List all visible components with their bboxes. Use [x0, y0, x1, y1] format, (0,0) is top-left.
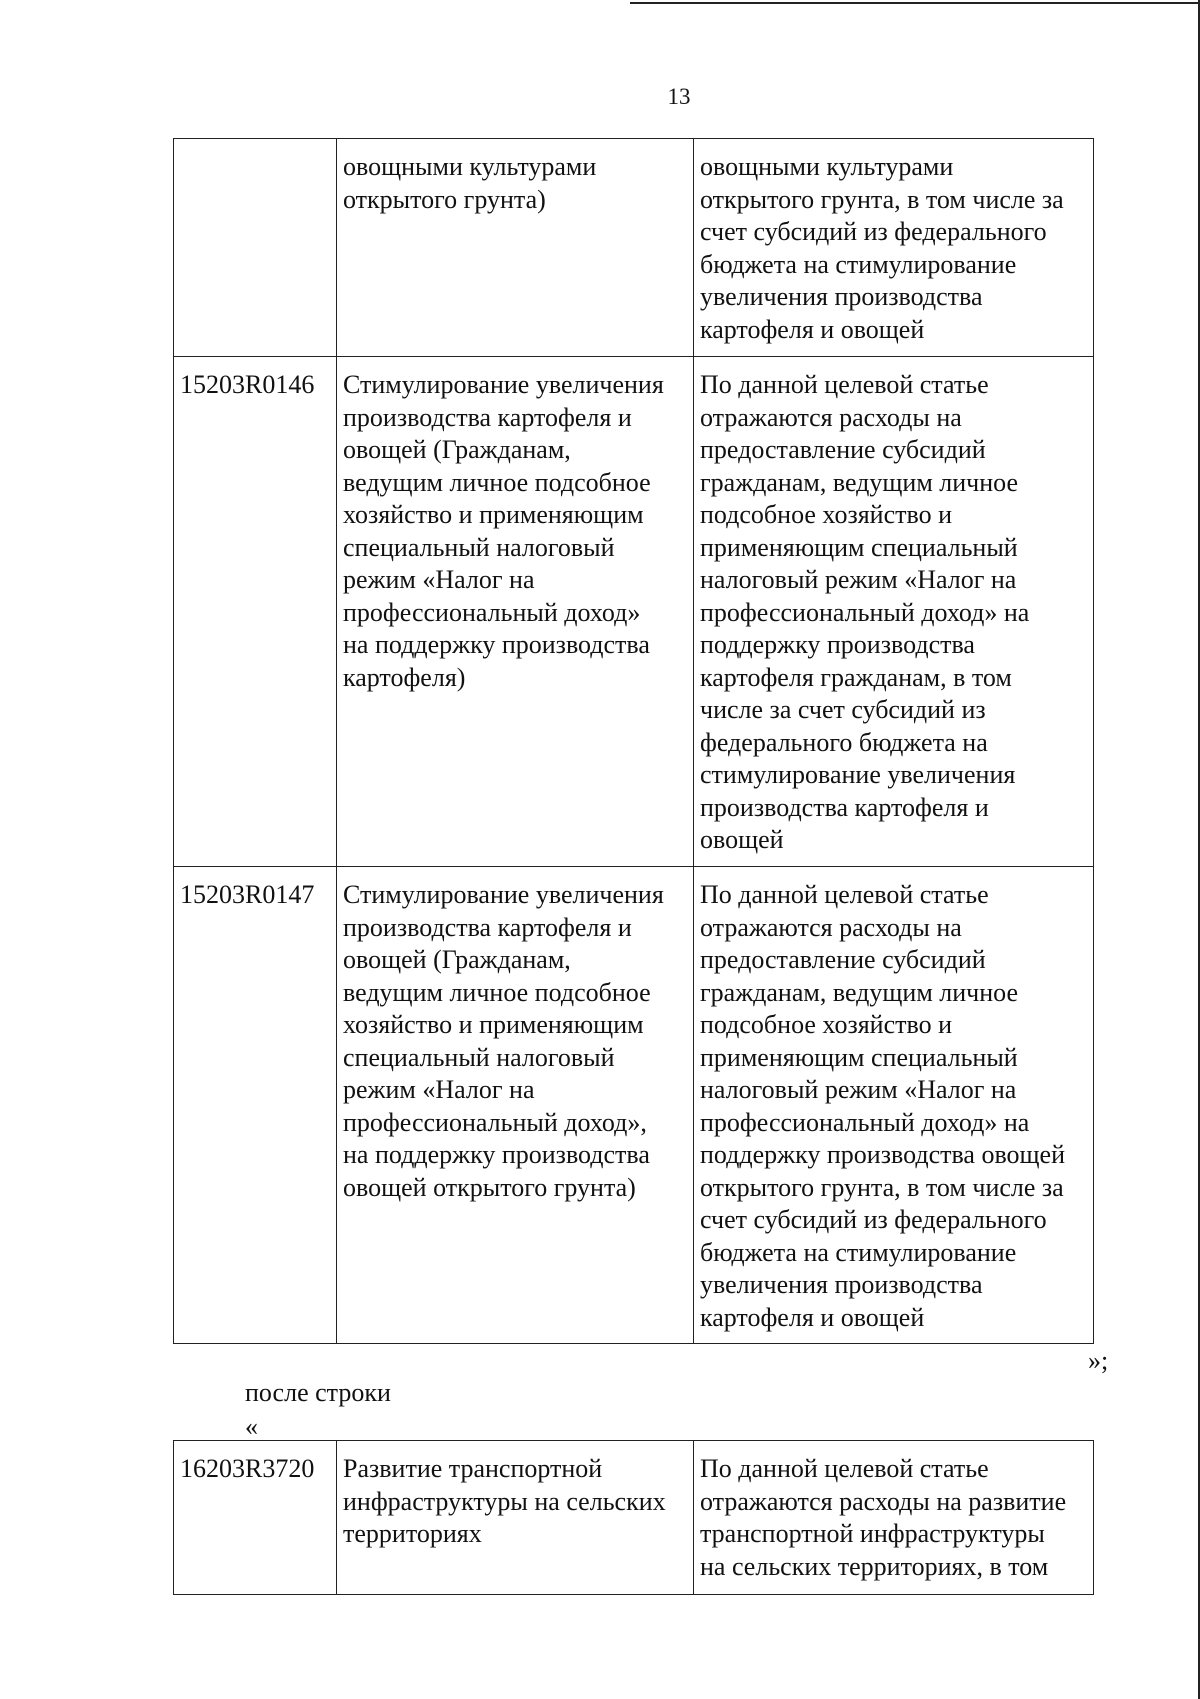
cell-text-line: профессиональный доход», [343, 1107, 647, 1137]
table-row [174, 357, 1094, 867]
cell-text-line: открытого грунта, в том числе за [700, 1172, 1064, 1202]
cell-text-line: отражаются расходы на [700, 912, 962, 942]
cell-text-line: Стимулирование увеличения [343, 370, 664, 399]
cell-text-line: подсобное хозяйство и [700, 1010, 953, 1039]
cell-text-line: гражданам, ведущим личное [700, 467, 1019, 497]
budget-items-table [173, 138, 1094, 1344]
code-cell [174, 867, 337, 1344]
open-quote: « [245, 1412, 258, 1441]
table-row [174, 1441, 1094, 1595]
name-cell [337, 139, 694, 357]
cell-text-line: территориях [343, 1519, 482, 1548]
cell-text-line: увеличения производства [700, 282, 983, 311]
cell-text-line: профессиональный доход» [343, 597, 641, 627]
cell-text-line: федерального бюджета на [700, 727, 988, 757]
cell-text-line: овощей (Гражданам, [343, 435, 571, 464]
cell-text-line: применяющим специальный [700, 532, 1018, 562]
cell-text-line: По данной целевой статье [700, 1454, 989, 1483]
page-number: 13 [667, 84, 691, 109]
cell-text-line: производства картофеля и [700, 792, 989, 822]
cell-text-line: ведущим личное подсобное [343, 467, 651, 497]
name-cell [337, 1441, 694, 1595]
cell-text-line: числе за счет субсидий из [700, 695, 986, 724]
cell-text-line: отражаются расходы на развитие [700, 1486, 1067, 1516]
name-cell [337, 357, 694, 867]
cell-text-line: гражданам, ведущим личное [700, 977, 1019, 1007]
description-cell [694, 139, 1094, 357]
cell-text-line: на поддержку производства [343, 1140, 650, 1169]
description-cell [694, 1441, 1094, 1595]
cell-text-line: хозяйство и применяющим [343, 1010, 644, 1039]
budget-items-table-continued [173, 1440, 1094, 1595]
cell-text-line: профессиональный доход» на [700, 1107, 1030, 1137]
cell-text-line: профессиональный доход» на [700, 597, 1030, 627]
description-cell [694, 867, 1094, 1344]
cell-text-line: овощей [700, 825, 784, 854]
cell-text-line: на сельских территориях, в том [700, 1551, 1049, 1581]
code-cell [174, 1441, 337, 1595]
cell-text-line: инфраструктуры на сельских [343, 1486, 666, 1516]
cell-text-line: овощными культурами [343, 152, 597, 181]
cell-text-line: По данной целевой статье [700, 370, 989, 399]
code-text: 15203R0147 [180, 880, 315, 909]
cell-text-line: поддержку производства овощей [700, 1140, 1066, 1169]
cell-text-line: картофеля) [343, 662, 466, 692]
cell-text-line: налоговый режим «Налог на [700, 565, 1017, 594]
cell-text-line: увеличения производства [700, 1270, 983, 1299]
code-cell [174, 357, 337, 867]
cell-text-line: картофеля и овощей [700, 1302, 925, 1332]
cell-text-line: предоставление субсидий [700, 435, 986, 464]
cell-text-line: бюджета на стимулирование [700, 1237, 1017, 1267]
code-text: 15203R0146 [180, 370, 315, 399]
cell-text-line: хозяйство и применяющим [343, 500, 644, 529]
cell-text-line: овощей открытого грунта) [343, 1172, 636, 1202]
cell-text-line: овощей (Гражданам, [343, 945, 571, 974]
cell-text-line: производства картофеля и [343, 402, 632, 432]
cell-text-line: транспортной инфраструктуры [700, 1519, 1045, 1548]
table-row [174, 867, 1094, 1344]
cell-text-line: режим «Налог на [343, 1075, 535, 1104]
cell-text-line: По данной целевой статье [700, 880, 989, 909]
cell-text-line: стимулирование увеличения [700, 760, 1016, 789]
cell-text-line: специальный налоговый [343, 532, 615, 562]
cell-text-line: бюджета на стимулирование [700, 249, 1017, 279]
name-cell [337, 867, 694, 1344]
code-cell [174, 139, 337, 357]
cell-text-line: налоговый режим «Налог на [700, 1075, 1017, 1104]
cell-text-line: счет субсидий из федерального [700, 217, 1047, 246]
cell-text-line: предоставление субсидий [700, 945, 986, 974]
description-cell [694, 357, 1094, 867]
cell-text-line: овощными культурами [700, 152, 954, 181]
cell-text-line: на поддержку производства [343, 630, 650, 659]
after-line-text: после строки [245, 1378, 391, 1407]
cell-text-line: производства картофеля и [343, 912, 632, 942]
cell-text-line: счет субсидий из федерального [700, 1205, 1047, 1234]
table-row [174, 139, 1094, 357]
cell-text-line: Развитие транспортной [343, 1454, 603, 1483]
cell-text-line: отражаются расходы на [700, 402, 962, 432]
cell-text-line: открытого грунта) [343, 184, 546, 214]
cell-text-line: открытого грунта, в том числе за [700, 184, 1064, 214]
cell-text-line: ведущим личное подсобное [343, 977, 651, 1007]
cell-text-line: режим «Налог на [343, 565, 535, 594]
cell-text-line: поддержку производства [700, 630, 975, 659]
closing-quote: »; [1088, 1346, 1109, 1375]
cell-text-line: картофеля гражданам, в том [700, 662, 1012, 692]
cell-text-line: Стимулирование увеличения [343, 880, 664, 909]
code-text: 16203R3720 [180, 1454, 315, 1483]
cell-text-line: подсобное хозяйство и [700, 500, 953, 529]
cell-text-line: картофеля и овощей [700, 314, 925, 344]
top-border-line [630, 2, 1200, 4]
cell-text-line: специальный налоговый [343, 1042, 615, 1072]
cell-text-line: применяющим специальный [700, 1042, 1018, 1072]
